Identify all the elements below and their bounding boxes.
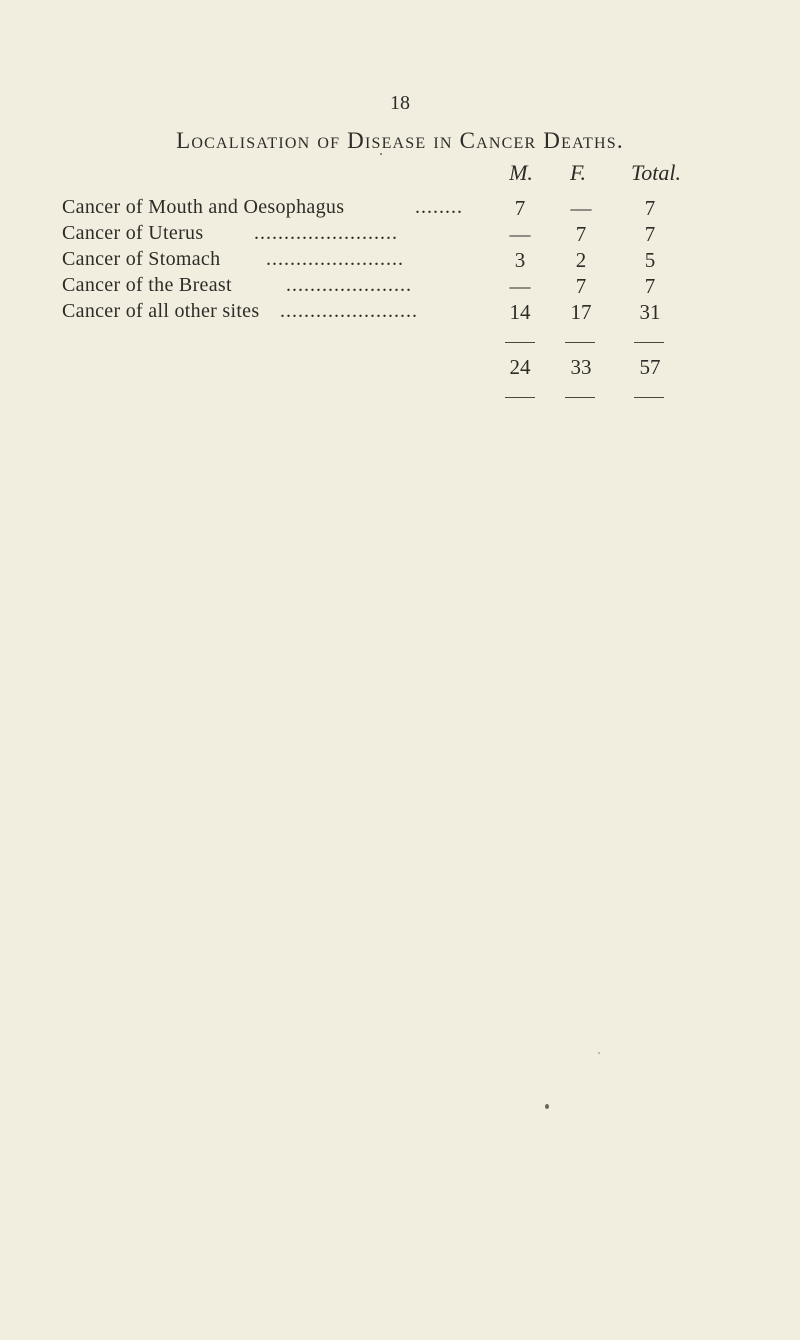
cell-total: 7 (644, 222, 656, 246)
row-label: Cancer of Stomach (62, 248, 221, 270)
header-total: Total. (631, 160, 681, 185)
paper-speck (380, 153, 382, 155)
cell-female: 2 (575, 248, 587, 272)
row-leader-dots: ........ (415, 196, 463, 218)
header-female: F. (569, 160, 587, 185)
cell-total: 7 (644, 274, 656, 298)
table-row-stomach (62, 248, 762, 274)
cell-male: — (509, 274, 531, 298)
row-label: Cancer of the Breast (62, 274, 232, 296)
cell-male: — (509, 222, 531, 246)
cell-total: 31 (639, 300, 661, 324)
end-rule-female (565, 397, 595, 398)
end-rule-male (505, 397, 535, 398)
header-male: M. (509, 160, 533, 185)
row-leader-dots: ..................... (286, 274, 412, 296)
row-label: Cancer of Uterus (62, 222, 204, 244)
total-female: 33 (570, 355, 592, 379)
row-label: Cancer of all other sites (62, 300, 260, 322)
cell-male: 7 (514, 196, 526, 220)
cell-female: 7 (575, 274, 587, 298)
page-number: 18 (390, 92, 410, 114)
cell-male: 14 (509, 300, 531, 324)
table-title: Localisation of Disease in Cancer Deaths. (176, 128, 624, 153)
cell-female: 7 (575, 222, 587, 246)
row-leader-dots: ....................... (280, 300, 418, 322)
table-row-uterus (62, 222, 762, 248)
totals-row (62, 355, 762, 381)
cell-female: 17 (570, 300, 592, 324)
paper-speck (545, 1104, 549, 1109)
sum-rule-female (565, 342, 595, 343)
cell-female: — (570, 196, 592, 220)
cell-male: 3 (514, 248, 526, 272)
cell-total: 5 (644, 248, 656, 272)
total-all: 57 (639, 355, 661, 379)
paper-speck (598, 1052, 600, 1054)
table-row-mouth-oesophagus (62, 196, 762, 222)
sum-rule-male (505, 342, 535, 343)
row-leader-dots: ........................ (254, 222, 398, 244)
end-rule-total (634, 397, 664, 398)
table-row-breast (62, 274, 762, 300)
cell-total: 7 (644, 196, 656, 220)
total-male: 24 (509, 355, 531, 379)
row-label: Cancer of Mouth and Oesophagus (62, 196, 345, 218)
table-row-other-sites (62, 300, 762, 326)
sum-rule-total (634, 342, 664, 343)
row-leader-dots: ....................... (266, 248, 404, 270)
